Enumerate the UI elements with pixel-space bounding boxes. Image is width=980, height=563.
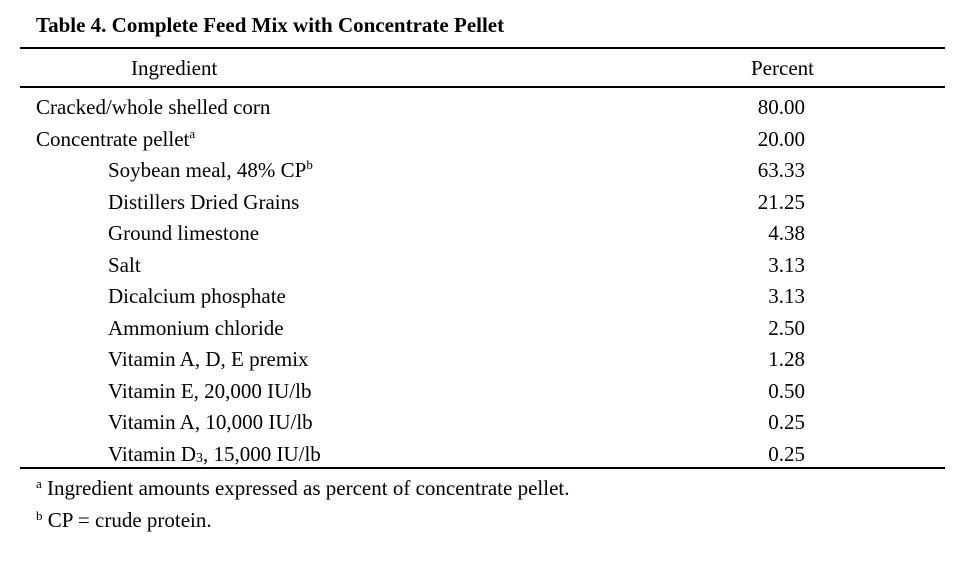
- ingredient-percent: 0.50: [768, 378, 805, 403]
- ingredient-name: Distillers Dried Grains: [108, 189, 300, 214]
- ingredient-name: Vitamin E, 20,000 IU/lb: [108, 378, 312, 403]
- footnote-marker: b: [306, 157, 313, 172]
- column-header-ingredient: Ingredient: [131, 56, 218, 80]
- footnote-a: $^a$ Ingredient amounts expressed as percent of concentrate pellet.: [36, 476, 570, 500]
- table-row: [0, 315, 980, 347]
- header-rule: [20, 86, 945, 88]
- ingredient-percent: 2.50: [768, 315, 805, 340]
- footnote-marker: a: [36, 476, 42, 491]
- table-row: [0, 94, 980, 126]
- ingredient-name: Vitamin $D_3$, 15,000 IU/lb: [108, 441, 321, 466]
- table-row: [0, 220, 980, 252]
- ingredient-percent: 20.00: [757, 126, 805, 151]
- table-body: [0, 94, 980, 472]
- ingredient-percent: 21.25: [757, 189, 805, 214]
- table-bottom-rule: [20, 467, 945, 469]
- ingredient-name: Dicalcium phosphate: [108, 284, 286, 308]
- ingredient-percent: 3.13: [768, 252, 805, 277]
- table-top-rule: [20, 47, 945, 49]
- ingredient-percent: 4.38: [768, 221, 805, 245]
- table-row: [0, 283, 980, 315]
- footnote-marker: a: [189, 125, 196, 141]
- ingredient-percent: 63.33: [757, 158, 805, 182]
- table-row: [0, 189, 980, 221]
- ingredient-name: Concentrate pellet$^a$: [36, 125, 196, 151]
- ingredient-name: Ammonium chloride: [108, 315, 284, 340]
- ingredient-percent: 1.28: [768, 347, 805, 371]
- ingredient-name: Salt: [108, 252, 141, 277]
- column-header-percent: Percent: [751, 56, 814, 80]
- ingredient-name: Cracked/whole shelled corn: [36, 95, 271, 119]
- ingredient-percent: 80.00: [757, 95, 805, 119]
- table-row: [0, 378, 980, 410]
- footnote-marker: b: [36, 508, 43, 523]
- footnote-b: $^b$ CP = crude protein.: [36, 508, 212, 532]
- ingredient-percent: 3.13: [768, 284, 805, 308]
- ingredient-name: Vitamin A, 10,000 IU/lb: [108, 410, 313, 434]
- table-row: [0, 157, 980, 189]
- ingredient-percent: 0.25: [768, 410, 805, 434]
- table-title: Table 4. Complete Feed Mix with Concentrate Pellet: [36, 13, 505, 37]
- table-row: [0, 409, 980, 441]
- table-row: [0, 126, 980, 158]
- subscript: 3: [195, 450, 203, 466]
- ingredient-percent: 0.25: [768, 441, 805, 466]
- ingredient-name: Vitamin A, D, E premix: [108, 347, 309, 371]
- ingredient-name: Soybean meal, 48% $CP^b$: [108, 157, 313, 182]
- table-row: [0, 252, 980, 284]
- table-row: [0, 346, 980, 378]
- ingredient-name: Ground limestone: [108, 221, 260, 245]
